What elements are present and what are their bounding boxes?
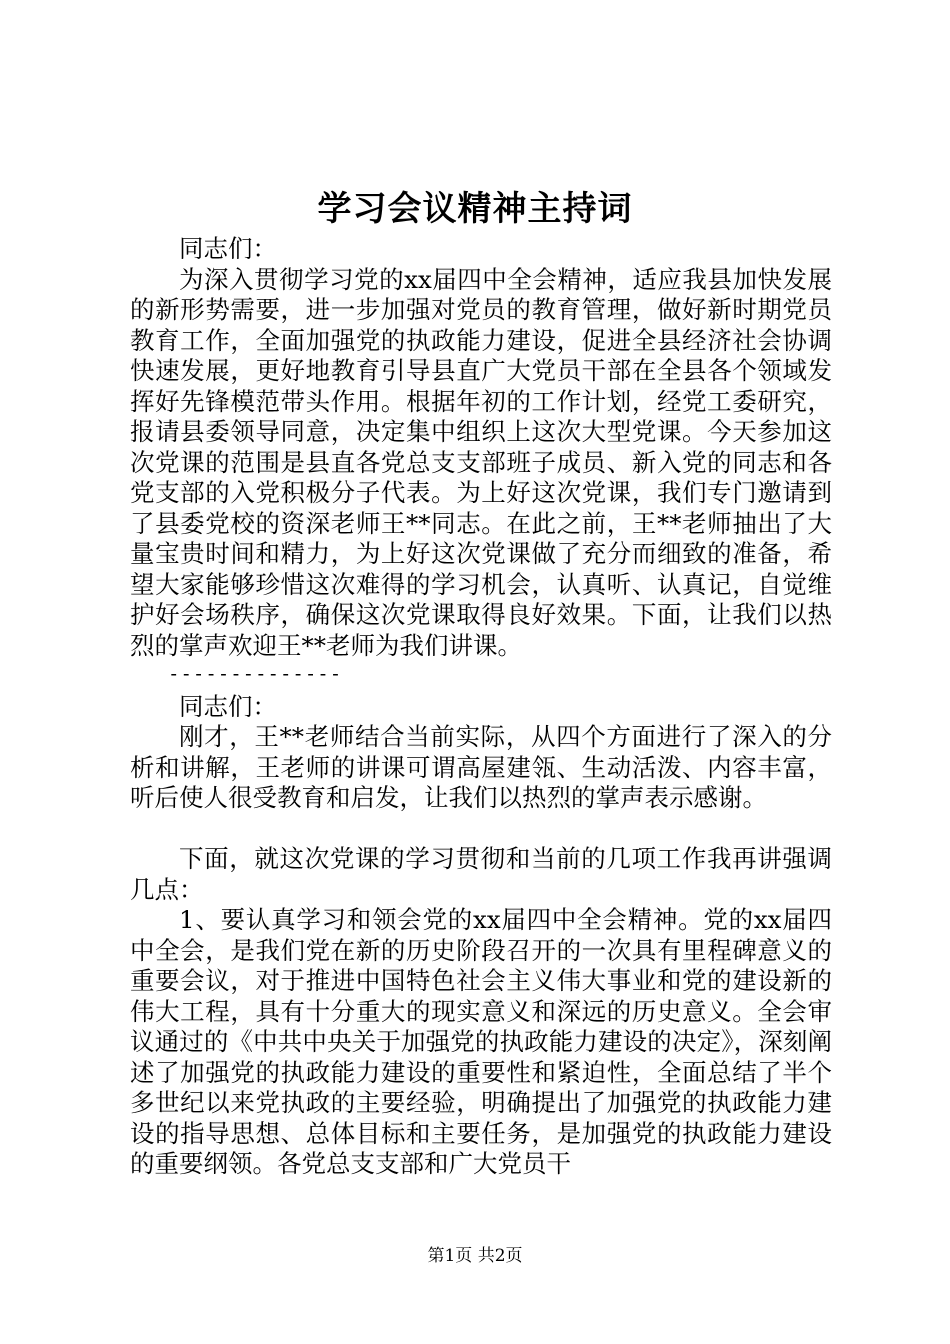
paragraph-1: 为深入贯彻学习党的xx届四中全会精神，适应我县加快发展的新形势需要，进一步加强对党员的教育管理，做好新时期党员教育工作，全面加强党的执政能力建设，促进全县经济社会协调快速发展，更好地教育引导县直广大党员干部在全县各个领域发挥好先锋模范带头作用。根据年初的工作计划，经党工委研究，报请县委领导同意，决定集中组织上这次大型党课。今天参加这次党课的范围是县直各党总支支部班子成员、新入党的同志和各党支部的入党积极分子代表。为上好这次党课，我们专门邀请到了县委党校的资深老师王**同志。在此之前，王**老师抽出了大量宝贵时间和精力，为上好这次党课做了充分而细致的准备，希望大家能够珍惜这次难得的学习机会，认真听、认真记，自觉维护好会场秩序，确保这次党课取得良好效果。下面，让我们以热烈的掌声欢迎王**老师为我们讲课。 xyxy=(130,264,832,660)
greeting-2: 同志们： xyxy=(179,691,277,721)
section-separator: -------------- xyxy=(168,663,343,685)
greeting-1: 同志们： xyxy=(179,234,277,263)
paragraph-2: 刚才，王**老师结合当前实际，从四个方面进行了深入的分析和讲解，王老师的讲课可谓高屋建瓴、生动活泼、内容丰富，听后使人很受教育和启发，让我们以热烈的掌声表示感谢。 xyxy=(130,722,832,812)
page-footer: 第1页 共2页 xyxy=(427,1246,523,1266)
paragraph-3: 下面，就这次党课的学习贯彻和当前的几项工作我再讲强调几点： xyxy=(130,844,832,904)
blank-line xyxy=(130,814,832,845)
document-title: 学习会议精神主持词 xyxy=(317,189,633,229)
paragraph-4: 1、要认真学习和领会党的xx届四中全会精神。党的xx届四中全会，是我们党在新的历史阶段召开的一次具有里程碑意义的重要会议，对于推进中国特色社会主义伟大事业和党的建设新的伟大工程，具有十分重大的现实意义和深远的历史意义。全会审议通过的《中共中央关于加强党的执政能力建设的决定》，深刻阐述了加强党的执政能力建设的重要性和紧迫性，全面总结了半个多世纪以来党执政的主要经验，明确提出了加强党的执政能力建设的指导思想、总体目标和主要任务，是加强党的执政能力建设的重要纲领。各党总支支部和广大党员干 xyxy=(130,905,832,1178)
document-body xyxy=(130,234,832,1180)
